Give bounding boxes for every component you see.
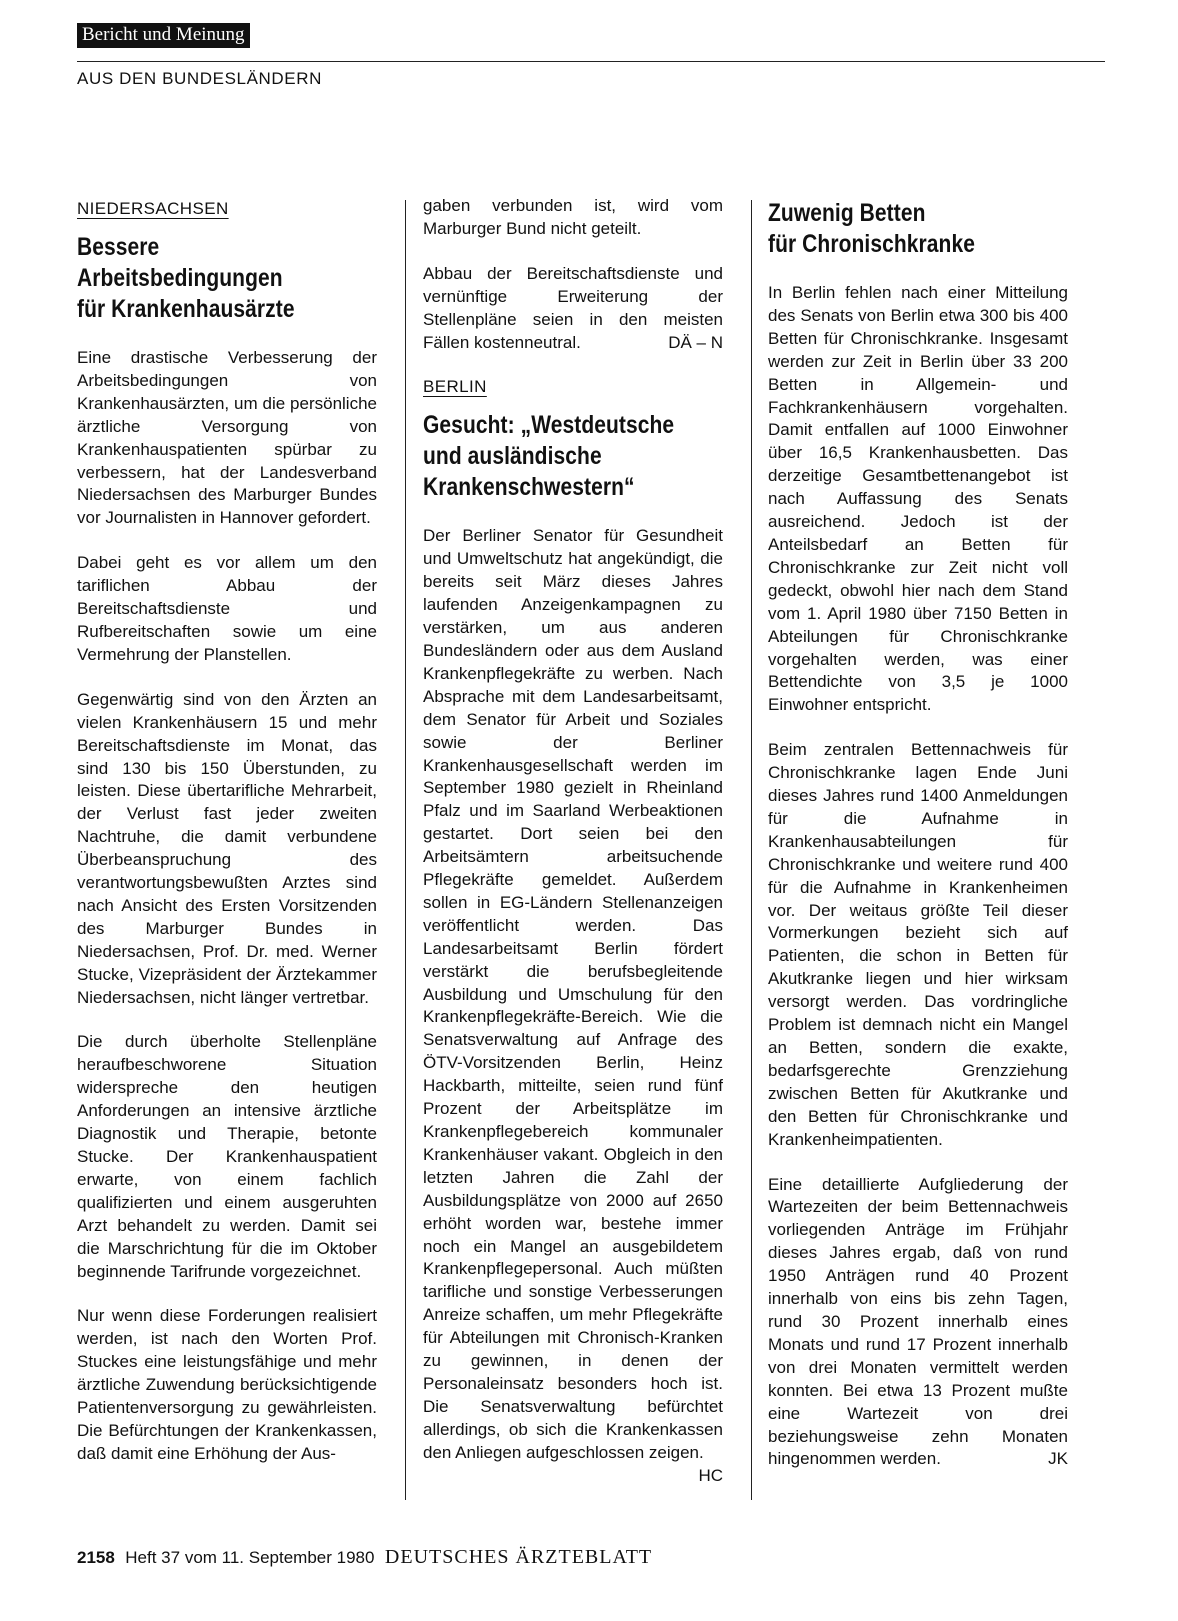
article1-paragraph: Die durch überholte Stellenpläne heraufbeschworene Situation widerspreche den heutigen Anforderungen an intensive ärztliche Diagnostik und Therapie, betonte Stucke. Der Krankenhauspatient erwarte, von einem fachlich qualifizierten und einem ausgeruhten Arzt behandelt zu werden. Damit sei die Marschrichtung für die im Oktober beginnende Tarifrunde vorgezeichnet. [77, 1032, 377, 1281]
article1-continuation-text: Abbau der Bereitschaftsdienste und vernünftige Erweiterung der Stellenpläne seien in den meisten Fällen kostenneutral. [423, 263, 723, 352]
article3-headline-line: Zuwenig Betten [768, 199, 926, 227]
article2-paragraph-text: Der Berliner Senator für Gesundheit und Umweltschutz hat angekündigt, die bereits seit März dieses Jahres laufenden Anzeigenkampagnen zu verstärken, um aus anderen Bundesländern oder aus dem Ausland Krankenpflegekräfte zu werben. Nach Absprache mit dem Landesarbeitsamt, dem Senator für Arbeit und Soziales sowie der Berliner Krankenhausgesellschaft werden im September 1980 gezielt in Rheinland Pfalz und im Saarland Werbeaktionen gestartet. Dort seien bei den Arbeitsämtern arbeitsuchende Pflegekräfte gemeldet. Außerdem sollen in EG-Ländern Stellenanzeigen veröffentlicht werden. Das Landesarbeitsamt Berlin fördert verstärkt die berufsbegleitende Ausbildung und Umschulung für den Krankenpflegekräfte-Bereich. Wie die Senatsverwaltung auf Anfrage des ÖTV-Vorsitzenden Berlin, Heinz Hackbarth, mitteilte, seien rund fünf Prozent der Arbeitsplätze im Krankenpflegebereich kommunaler Krankenhäuser vakant. Obgleich in den letzten Jahren die Zahl der Ausbildungsplätze von 2000 auf 2650 erhöht worden war, bestehe immer noch ein Mangel an ausgebildetem Krankenpflegepersonal. Auch müßten tarifliche und sonstige Verbesserungen Anreize schaffen, um mehr Pflegekräfte für Abteilungen mit Chronisch-Kranken zu gewinnen, in denen der Personaleinsatz besonders hoch ist. Die Senatsverwaltung befürchtet allerdings, ob sich die Krankenkassen den Anliegen aufgeschlossen zeigen. [423, 526, 723, 1462]
section-tag: Bericht und Meinung [77, 23, 250, 48]
article1-headline-line: Arbeitsbedingungen [77, 264, 283, 292]
section-subtitle: AUS DEN BUNDESLÄNDERN [77, 69, 322, 88]
article2-headline-line: Gesucht: „Westdeutsche [423, 411, 675, 440]
article3-paragraph: In Berlin fehlen nach einer Mitteilung des Senats von Berlin etwa 300 bis 400 Betten für Chronischkranke. Insgesamt werden zur Zeit in Berlin über 33 200 Betten in Allgemein- und Fachkrankenhäusern vorgehalten. Damit entfallen auf 1000 Einwohner über 16,5 Krankenhausbetten. Das derzeitige Gesamtbettenangebot ist nach Auffassung des Senats ausreichend. Jedoch ist der Anteilsbedarf an Betten für Chronischkranke zur Zeit nicht voll gedeckt, obwohl hier nach dem Stand vom 1. April 1980 über 7150 Betten in Abteilungen für Chronischkranke vorgehalten werden, was einer Bettendichte von 3,5 je 1000 Einwohner entspricht. [768, 283, 1068, 715]
page-footer [77, 1545, 652, 1571]
article3-signature: JK [1048, 1449, 1068, 1469]
article3-paragraph: Beim zentralen Bettennachweis für Chronischkranke lagen Ende Juni dieses Jahres rund 1400 Anmeldungen für die Aufnahme in Krankenhausabteilungen für Chronischkranke und weitere rund 400 für die Aufnahme in Krankenheimen vor. Der weitaus größte Teil dieser Vormerkungen bezieht sich auf Patienten, die schon in Betten für Akutkranke liegen und hier wirksam versorgt werden. Das vordringliche Problem ist demnach nicht ein Mangel an Betten, sondern die exakte, bedarfsgerechte Grenzziehung zwischen Betten für Akutkranke und den Betten für Chronischkranke und Krankenheimpatienten. [768, 740, 1068, 1149]
article1-continuation: gaben verbunden ist, wird vom Marburger Bund nicht geteilt. [423, 196, 723, 238]
article2-headline [423, 410, 725, 503]
article1-continuation-final [423, 263, 723, 355]
article1-paragraph: Eine drastische Verbesserung der Arbeitsbedingungen von Krankenhausärzten, um die persönliche ärztliche Versorgung von Krankenhauspatienten spürbar zu verbessern, hat der Landesverband Niedersachsen des Marburger Bundes vor Journalisten in Hannover gefordert. [77, 348, 377, 528]
article3-headline-line: für Chronischkranke [768, 230, 975, 258]
article3-paragraph-text: Eine detaillierte Aufgliederung der Wartezeiten der beim Bettennachweis vorliegenden Anträge im Frühjahr dieses Jahres ergab, daß von rund 1950 Anträgen rund 40 Prozent innerhalb von eins bis zehn Tagen, rund 30 Prozent innerhalb eines Monats und rund 17 Prozent innerhalb von drei Monaten vermittelt werden konnten. Bei etwa 13 Prozent mußte eine Wartezeit von drei beziehungsweise zehn Monaten hingenommen werden. [768, 1174, 1068, 1469]
column-1 [77, 198, 377, 1488]
article1-paragraph: Gegenwärtig sind von den Ärzten an vielen Krankenhäusern 15 und mehr Bereitschaftsdienste im Monat, das sind 130 bis 150 Überstunden, zu leisten. Diese übertarifliche Mehrarbeit, der Verlust fast jeder zweiten Nachtruhe, die damit verbundene Überbeanspruchung des verantwortungsbewußten Arztes sind nach Ansicht des Ersten Vorsitzenden des Marburger Bundes in Niedersachsen, Prof. Dr. med. Werner Stucke, Vizepräsident der Ärztekammer Niedersachsen, nicht länger vertretbar. [77, 689, 377, 1007]
column-rule-2 [751, 200, 752, 1500]
article2-region: BERLIN [423, 377, 487, 397]
article1-paragraph: Nur wenn diese Forderungen realisiert werden, ist nach den Worten Prof. Stuckes eine leistungsfähige und mehr ärztliche Zuwendung berücksichtigende Patientenversorgung zu gewährleisten. Die Befürchtungen der Krankenkassen, daß damit eine Erhöhung der Aus- [77, 1306, 377, 1463]
column-rule-1 [405, 200, 406, 1500]
article1-paragraph: Dabei geht es vor allem um den tariflichen Abbau der Bereitschaftsdienste und Rufbereitschaften sowie um eine Vermehrung der Planstellen. [77, 553, 377, 664]
page-number: 2158 [77, 1548, 115, 1567]
article1-headline-line: für Krankenhausärzte [77, 295, 295, 323]
journal-name: DEUTSCHES ÄRZTEBLATT [384, 1546, 653, 1568]
column-3 [768, 198, 1068, 1493]
article1-headline-line: Bessere [77, 233, 160, 261]
header-rule [77, 61, 1105, 62]
article1-headline [77, 232, 379, 325]
issue-info: Heft 37 vom 11. September 1980 [125, 1548, 375, 1567]
column-2 [423, 198, 723, 1488]
article3-paragraph-final [768, 1174, 1068, 1472]
article2-paragraph [423, 525, 723, 1485]
article2-signature: HC [698, 1465, 723, 1485]
article2-headline-line: und ausländische [423, 442, 602, 471]
article3-headline [768, 198, 1070, 260]
article1-region: NIEDERSACHSEN [77, 199, 229, 218]
article1-signature: DÄ – N [668, 332, 723, 352]
article2-headline-line: Krankenschwestern“ [423, 473, 635, 502]
